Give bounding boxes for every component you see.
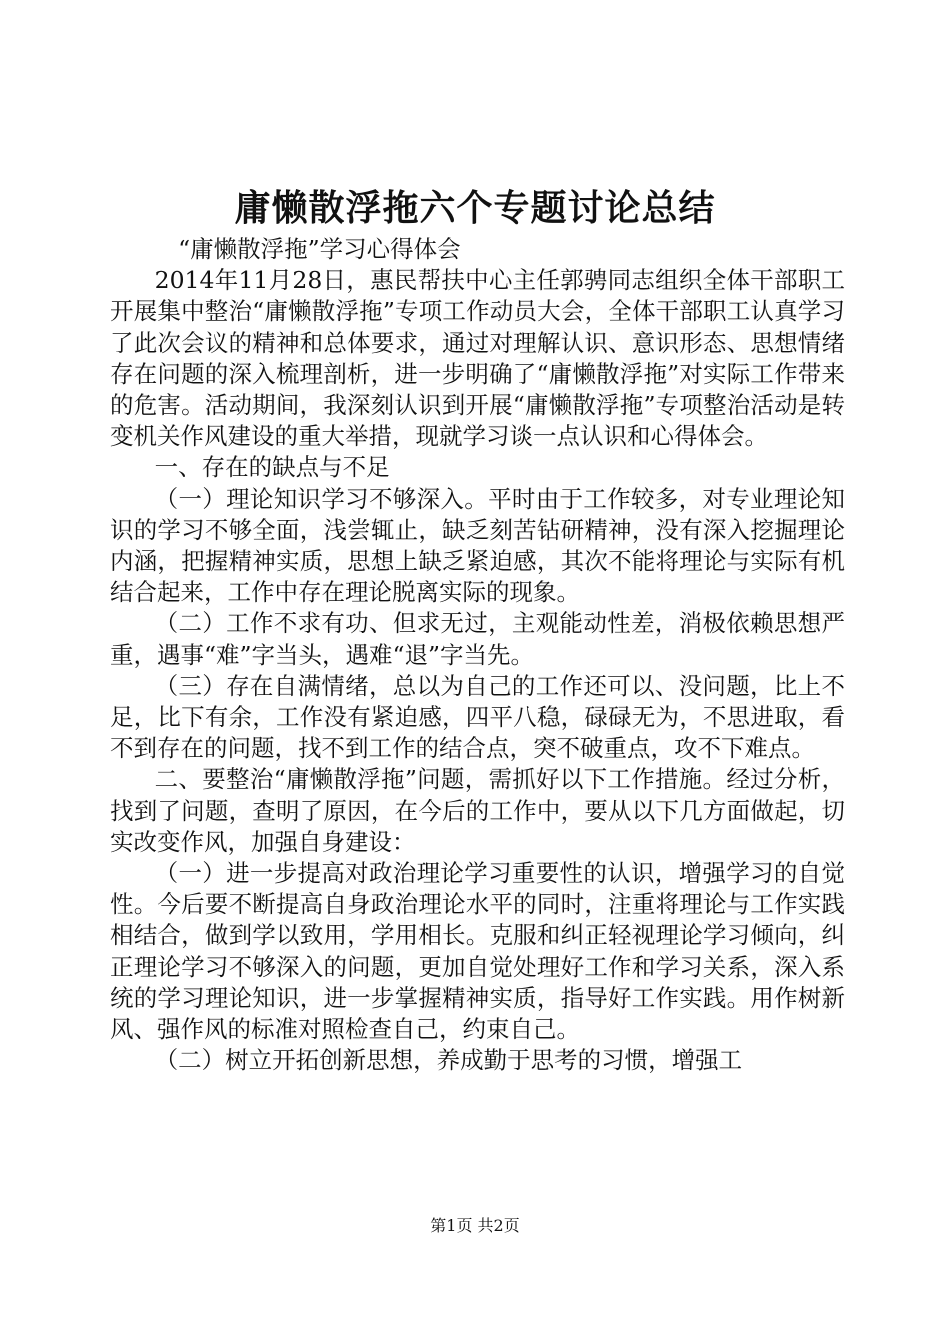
paragraph-subtitle: “庸懒散浮拖”学习心得体会 xyxy=(178,235,461,263)
paragraph-item-1-3: （三）存在自满情绪，总以为自己的工作还可以、没问题，比上不足，比下有余，工作没有紧迫感，四平八稳，碌碌无为，不思进取，看不到存在的问题，找不到工作的结合点，突不破重点，攻不下难点。 xyxy=(110,671,845,763)
paragraph-intro: 2014年11月28日，惠民帮扶中心主任郭骋同志组织全体干部职工开展集中整治“庸懒散浮拖”专项工作动员大会，全体干部职工认真学习了此次会议的精神和总体要求，通过对理解认识、意识形态、思想情绪存在问题的深入梳理剖析，进一步明确了“庸懒散浮拖”对实际工作带来的危害。活动期间，我深刻认识到开展“庸懒散浮拖”专项整治活动是转变机关作风建设的重大举措，现就学习谈一点认识和心得体会。 xyxy=(110,266,845,451)
page-number-footer: 第1页 共2页 xyxy=(430,1216,520,1235)
document-title: 庸懒散浮拖六个专题讨论总结 xyxy=(234,187,716,229)
section-heading-1: 一、存在的缺点与不足 xyxy=(154,453,390,482)
paragraph-item-2-2: （二）树立开拓创新思想，养成勤于思考的习惯，增强工 xyxy=(154,1046,743,1075)
paragraph-item-1-2: （二）工作不求有功、但求无过，主观能动性差，消极依赖思想严重，遇事“难”字当头，遇难“退”字当先。 xyxy=(110,609,845,669)
document-body xyxy=(110,234,845,1076)
paragraph-item-2-1: （一）进一步提高对政治理论学习重要性的认识，增强学习的自觉性。今后要不断提高自身政治理论水平的同时，注重将理论与工作实践相结合，做到学以致用，学用相长。克服和纠正轻视理论学习倾向，纠正理论学习不够深入的问题，更加自觉处理好工作和学习关系，深入系统的学习理论知识，进一步掌握精神实质，指导好工作实践。用作树新风、强作风的标准对照检查自己，约束自己。 xyxy=(110,859,845,1044)
section-heading-2: 二、要整治“庸懒散浮拖”问题，需抓好以下工作措施。经过分析，找到了问题，查明了原因，在今后的工作中，要从以下几方面做起，切实改变作风，加强自身建设： xyxy=(110,765,845,856)
paragraph-item-1-1: （一）理论知识学习不够深入。平时由于工作较多，对专业理论知识的学习不够全面，浅尝辄止，缺乏刻苦钻研精神，没有深入挖掘理论内涵，把握精神实质，思想上缺乏紧迫感，其次不能将理论与实际有机结合起来，工作中存在理论脱离实际的现象。 xyxy=(110,484,845,607)
